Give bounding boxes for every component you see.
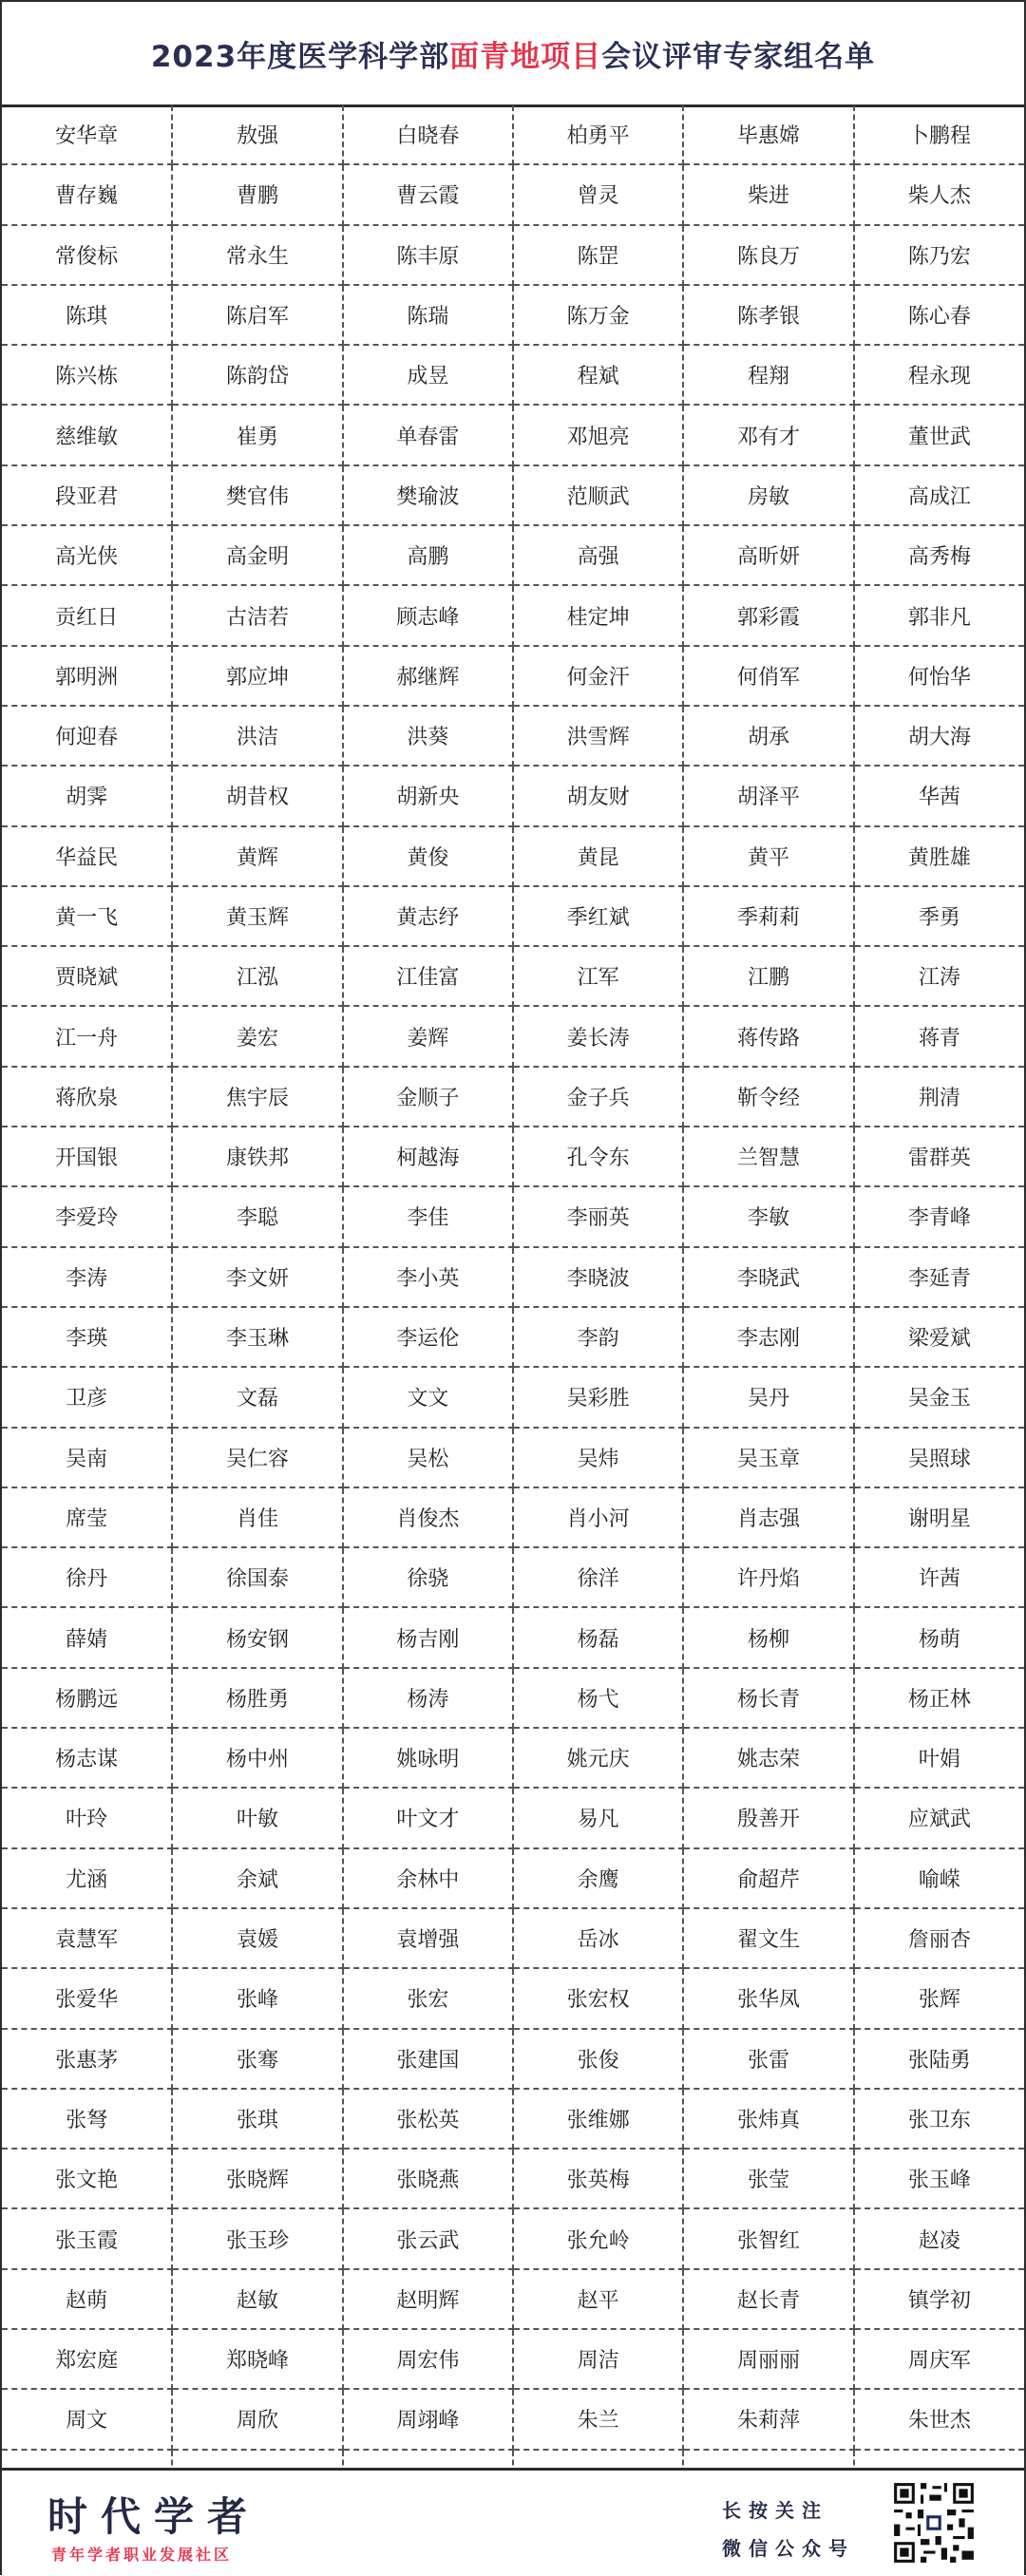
name-cell: 李瑛 <box>2 1307 172 1367</box>
name-cell: 杨吉刚 <box>343 1607 513 1667</box>
name-cell: 曹云霞 <box>343 164 513 224</box>
name-cell: 肖佳 <box>172 1487 342 1547</box>
name-cell: 杨长青 <box>683 1668 853 1728</box>
name-cell: 黄平 <box>683 826 853 886</box>
name-cell: 成昱 <box>343 345 513 405</box>
name-cell: 许茜 <box>854 1547 1024 1607</box>
name-cell: 陈兴栋 <box>2 345 172 405</box>
name-cell: 陈罡 <box>513 225 683 285</box>
title-prefix: 2023年度医学科学部 <box>150 39 450 74</box>
follow-line-1: 长按关注 <box>722 2499 828 2522</box>
name-cell: 李文妍 <box>172 1247 342 1307</box>
name-cell: 胡友财 <box>513 766 683 825</box>
name-cell: 何金汗 <box>513 646 683 706</box>
name-cell: 黄昆 <box>513 826 683 886</box>
name-cell: 易凡 <box>513 1788 683 1847</box>
name-cell: 江军 <box>513 946 683 1006</box>
table-row <box>2 2329 1024 2389</box>
name-cell: 杨正林 <box>854 1668 1024 1728</box>
name-cell: 翟文生 <box>683 1908 853 1968</box>
name-cell: 杨志谋 <box>2 1728 172 1788</box>
name-cell: 詹丽杏 <box>854 1908 1024 1968</box>
name-cell: 金子兵 <box>513 1067 683 1127</box>
name-cell: 程永现 <box>854 345 1024 405</box>
name-cell: 崔勇 <box>172 405 342 464</box>
title-highlight: 面青地项目 <box>449 39 602 74</box>
name-cell: 郭彩霞 <box>683 585 853 645</box>
name-cell: 樊瑜波 <box>343 465 513 525</box>
name-cell: 张玉珍 <box>172 2208 342 2268</box>
name-cell: 杨中州 <box>172 1728 342 1788</box>
name-cell: 何迎春 <box>2 706 172 766</box>
name-cell: 江泓 <box>172 946 342 1006</box>
table-row <box>2 706 1024 766</box>
name-cell: 程翔 <box>683 345 853 405</box>
page-title <box>2 2 1024 107</box>
name-cell: 余斌 <box>172 1848 342 1908</box>
name-cell: 洪葵 <box>343 706 513 766</box>
name-cell: 胡泽平 <box>683 766 853 825</box>
name-cell: 梁爱斌 <box>854 1307 1024 1367</box>
name-cell: 陈孝银 <box>683 285 853 345</box>
name-cell: 张俊 <box>513 2029 683 2089</box>
name-cell: 李韵 <box>513 1307 683 1367</box>
name-cell: 杨萌 <box>854 1607 1024 1667</box>
name-cell: 周欣 <box>172 2389 342 2449</box>
name-cell: 张峰 <box>172 1968 342 2028</box>
name-cell: 张允岭 <box>513 2208 683 2268</box>
name-cell: 古洁若 <box>172 585 342 645</box>
name-cell: 张晓燕 <box>343 2149 513 2208</box>
table-row <box>2 1607 1024 1667</box>
name-cell: 吴炜 <box>513 1428 683 1487</box>
name-cell: 柴人杰 <box>854 164 1024 224</box>
name-cell: 张宏权 <box>513 1968 683 2028</box>
name-cell: 余鹰 <box>513 1848 683 1908</box>
table-row <box>2 405 1024 464</box>
name-cell: 岳冰 <box>513 1908 683 1968</box>
table-row <box>2 465 1024 525</box>
name-cell: 殷善开 <box>683 1788 853 1847</box>
name-cell: 徐洋 <box>513 1547 683 1607</box>
name-cell: 何怡华 <box>854 646 1024 706</box>
name-cell: 胡新央 <box>343 766 513 825</box>
name-cell: 段亚君 <box>2 465 172 525</box>
name-cell: 杨柳 <box>683 1607 853 1667</box>
table-row <box>2 1547 1024 1607</box>
name-cell: 胡大海 <box>854 706 1024 766</box>
table-row <box>2 1247 1024 1307</box>
name-cell: 董世武 <box>854 405 1024 464</box>
name-cell: 吴松 <box>343 1428 513 1487</box>
table-row <box>2 1848 1024 1908</box>
name-cell: 高昕妍 <box>683 525 853 585</box>
name-cell: 李小英 <box>343 1247 513 1307</box>
name-cell: 张英梅 <box>513 2149 683 2208</box>
name-cell: 江佳富 <box>343 946 513 1006</box>
name-cell: 周丽丽 <box>683 2329 853 2389</box>
table-row <box>2 1186 1024 1246</box>
name-cell: 曹鹏 <box>172 164 342 224</box>
name-cell: 张松英 <box>343 2089 513 2149</box>
name-cell: 尤涵 <box>2 1848 172 1908</box>
table-row <box>2 826 1024 886</box>
name-cell: 安华章 <box>2 105 172 164</box>
name-cell: 李丽英 <box>513 1186 683 1246</box>
name-cell: 朱莉萍 <box>683 2389 853 2449</box>
table-row <box>2 1487 1024 1547</box>
name-cell: 邓旭亮 <box>513 405 683 464</box>
table-row <box>2 1728 1024 1788</box>
name-cell: 袁媛 <box>172 1908 342 1968</box>
name-cell: 黄俊 <box>343 826 513 886</box>
name-cell: 薛婧 <box>2 1607 172 1667</box>
name-cell: 洪雪辉 <box>513 706 683 766</box>
name-cell: 张骞 <box>172 2029 342 2089</box>
name-cell: 邓有才 <box>683 405 853 464</box>
name-cell: 陈丰原 <box>343 225 513 285</box>
table-row <box>2 2149 1024 2208</box>
name-cell: 张莹 <box>683 2149 853 2208</box>
name-cell: 镇学初 <box>854 2269 1024 2329</box>
name-cell: 张玉霞 <box>2 2208 172 2268</box>
name-cell: 房敏 <box>683 465 853 525</box>
table-row <box>2 946 1024 1006</box>
name-cell: 张陆勇 <box>854 2029 1024 2089</box>
name-cell: 徐丹 <box>2 1547 172 1607</box>
name-cell: 应斌武 <box>854 1788 1024 1847</box>
table-row <box>2 766 1024 825</box>
name-cell: 黄志纾 <box>343 886 513 946</box>
name-cell: 兰智慧 <box>683 1127 853 1186</box>
footer <box>2 2468 1024 2576</box>
name-cell: 赵萌 <box>2 2269 172 2329</box>
table-row <box>2 1968 1024 2028</box>
name-cell: 陈良万 <box>683 225 853 285</box>
name-cell: 卜鹏程 <box>854 105 1024 164</box>
name-cell: 江鹏 <box>683 946 853 1006</box>
name-cell: 曹存巍 <box>2 164 172 224</box>
name-cell: 张惠茅 <box>2 2029 172 2089</box>
brand-tagline: 青年学者职业发展社区 <box>51 2546 233 2564</box>
name-cell: 姜长涛 <box>513 1006 683 1066</box>
name-cell: 江一舟 <box>2 1006 172 1066</box>
name-cell: 周庆军 <box>854 2329 1024 2389</box>
name-cell: 张维娜 <box>513 2089 683 2149</box>
name-cell: 柯越海 <box>343 1127 513 1186</box>
name-cell: 陈韵岱 <box>172 345 342 405</box>
name-cell: 肖俊杰 <box>343 1487 513 1547</box>
name-cell: 毕惠嫦 <box>683 105 853 164</box>
name-cell: 张炜真 <box>683 2089 853 2149</box>
brand-logo-text: 时代学者 <box>48 2493 261 2540</box>
name-cell: 黄一飞 <box>2 886 172 946</box>
table-row <box>2 105 1024 164</box>
name-cell: 雷群英 <box>854 1127 1024 1186</box>
name-cell: 范顺武 <box>513 465 683 525</box>
name-cell: 赵平 <box>513 2269 683 2329</box>
name-cell: 姚志荣 <box>683 1728 853 1788</box>
table-row <box>2 345 1024 405</box>
name-cell: 程斌 <box>513 345 683 405</box>
table-row <box>2 1127 1024 1186</box>
name-cell: 朱兰 <box>513 2389 683 2449</box>
name-cell: 俞超芹 <box>683 1848 853 1908</box>
name-cell: 陈琪 <box>2 285 172 345</box>
name-cell: 吴丹 <box>683 1367 853 1427</box>
name-cell: 贾晓斌 <box>2 946 172 1006</box>
name-cell: 张辉 <box>854 1968 1024 2028</box>
name-cell: 顾志峰 <box>343 585 513 645</box>
name-cell: 何俏军 <box>683 646 853 706</box>
table-row <box>2 646 1024 706</box>
name-cell: 姜宏 <box>172 1006 342 1066</box>
name-cell: 靳令经 <box>683 1067 853 1127</box>
name-cell: 李佳 <box>343 1186 513 1246</box>
name-cell: 张华凤 <box>683 1968 853 2028</box>
name-cell: 杨弋 <box>513 1668 683 1728</box>
name-cell: 赵凌 <box>854 2208 1024 2268</box>
name-cell: 李晓波 <box>513 1247 683 1307</box>
name-cell: 黄玉辉 <box>172 886 342 946</box>
name-cell: 席莹 <box>2 1487 172 1547</box>
name-cell: 赵敏 <box>172 2269 342 2329</box>
name-cell: 郑晓峰 <box>172 2329 342 2389</box>
name-cell: 金顺子 <box>343 1067 513 1127</box>
name-cell: 高秀梅 <box>854 525 1024 585</box>
name-cell: 文文 <box>343 1367 513 1427</box>
name-cell: 喻嵘 <box>854 1848 1024 1908</box>
name-cell: 单春雷 <box>343 405 513 464</box>
name-cell: 袁慧军 <box>2 1908 172 1968</box>
name-cell: 李志刚 <box>683 1307 853 1367</box>
name-cell: 谢明星 <box>854 1487 1024 1547</box>
name-cell: 桂定坤 <box>513 585 683 645</box>
name-cell: 高鹏 <box>343 525 513 585</box>
qr-code-icon[interactable] <box>891 2480 977 2566</box>
name-cell: 张玉峰 <box>854 2149 1024 2208</box>
name-cell: 高金明 <box>172 525 342 585</box>
expert-name-table <box>2 105 1024 2510</box>
name-cell: 叶敏 <box>172 1788 342 1847</box>
name-cell: 李运伦 <box>343 1307 513 1367</box>
name-cell: 焦宇辰 <box>172 1067 342 1127</box>
name-cell: 叶娟 <box>854 1728 1024 1788</box>
name-cell: 胡承 <box>683 706 853 766</box>
name-cell: 张文艳 <box>2 2149 172 2208</box>
name-cell: 张云武 <box>343 2208 513 2268</box>
name-cell: 常俊标 <box>2 225 172 285</box>
name-cell: 张宏 <box>343 1968 513 2028</box>
name-cell: 华茜 <box>854 766 1024 825</box>
table-row <box>2 886 1024 946</box>
name-cell: 荆清 <box>854 1067 1024 1127</box>
name-table-body <box>2 105 1024 2510</box>
name-cell: 郭明洲 <box>2 646 172 706</box>
follow-prompt <box>722 2491 864 2567</box>
table-row <box>2 1367 1024 1427</box>
name-cell: 杨磊 <box>513 1607 683 1667</box>
name-cell: 华益民 <box>2 826 172 886</box>
name-cell: 赵长青 <box>683 2269 853 2329</box>
name-cell: 张弩 <box>2 2089 172 2149</box>
name-cell: 文磊 <box>172 1367 342 1427</box>
name-cell: 郑宏庭 <box>2 2329 172 2389</box>
name-cell: 姜辉 <box>343 1006 513 1066</box>
table-row <box>2 1428 1024 1487</box>
name-cell: 赵明辉 <box>343 2269 513 2329</box>
name-cell: 黄胜雄 <box>854 826 1024 886</box>
name-cell: 陈心春 <box>854 285 1024 345</box>
name-cell: 徐骁 <box>343 1547 513 1607</box>
name-cell: 吴南 <box>2 1428 172 1487</box>
name-cell: 卫彦 <box>2 1367 172 1427</box>
name-cell: 常永生 <box>172 225 342 285</box>
name-cell: 张智红 <box>683 2208 853 2268</box>
name-cell: 肖志强 <box>683 1487 853 1547</box>
name-cell: 李玉琳 <box>172 1307 342 1367</box>
table-row <box>2 2029 1024 2089</box>
name-cell: 洪洁 <box>172 706 342 766</box>
name-cell: 高成江 <box>854 465 1024 525</box>
name-cell: 季红斌 <box>513 886 683 946</box>
table-row <box>2 2208 1024 2268</box>
name-cell: 樊官伟 <box>172 465 342 525</box>
name-cell: 慈维敏 <box>2 405 172 464</box>
name-cell: 柏勇平 <box>513 105 683 164</box>
name-cell: 郭应坤 <box>172 646 342 706</box>
table-row <box>2 2089 1024 2149</box>
name-cell: 陈乃宏 <box>854 225 1024 285</box>
name-cell: 李晓武 <box>683 1247 853 1307</box>
name-cell: 叶玲 <box>2 1788 172 1847</box>
table-row <box>2 1668 1024 1728</box>
name-cell: 高强 <box>513 525 683 585</box>
title-suffix: 会议评审专家组名单 <box>601 39 876 74</box>
name-cell: 杨涛 <box>343 1668 513 1728</box>
name-cell: 李青峰 <box>854 1186 1024 1246</box>
name-cell: 徐国泰 <box>172 1547 342 1607</box>
name-cell: 吴彩胜 <box>513 1367 683 1427</box>
table-row <box>2 164 1024 224</box>
table-row <box>2 1067 1024 1127</box>
table-row <box>2 1908 1024 1968</box>
follow-line-2: 微信公众号 <box>722 2537 855 2560</box>
name-cell: 黄辉 <box>172 826 342 886</box>
name-cell: 肖小河 <box>513 1487 683 1547</box>
name-cell: 季勇 <box>854 886 1024 946</box>
name-cell: 陈瑞 <box>343 285 513 345</box>
name-cell: 曾灵 <box>513 164 683 224</box>
name-cell: 蒋传路 <box>683 1006 853 1066</box>
name-cell: 陈万金 <box>513 285 683 345</box>
name-cell: 吴仁容 <box>172 1428 342 1487</box>
name-cell: 郭非凡 <box>854 585 1024 645</box>
name-cell: 余林中 <box>343 1848 513 1908</box>
name-cell: 张建国 <box>343 2029 513 2089</box>
table-row <box>2 285 1024 345</box>
name-cell: 吴金玉 <box>854 1367 1024 1427</box>
name-cell: 康铁邦 <box>172 1127 342 1186</box>
name-cell: 李聪 <box>172 1186 342 1246</box>
name-cell: 贡红日 <box>2 585 172 645</box>
name-cell: 李爱玲 <box>2 1186 172 1246</box>
name-cell: 周洁 <box>513 2329 683 2389</box>
name-cell: 江涛 <box>854 946 1024 1006</box>
name-cell: 李涛 <box>2 1247 172 1307</box>
name-cell: 季莉莉 <box>683 886 853 946</box>
name-cell: 吴照球 <box>854 1428 1024 1487</box>
name-cell: 开国银 <box>2 1127 172 1186</box>
table-row <box>2 225 1024 285</box>
name-cell: 孔令东 <box>513 1127 683 1186</box>
name-cell: 张琪 <box>172 2089 342 2149</box>
name-cell: 姚元庆 <box>513 1728 683 1788</box>
name-cell: 李敏 <box>683 1186 853 1246</box>
name-cell: 张卫东 <box>854 2089 1024 2149</box>
name-cell: 胡霁 <box>2 766 172 825</box>
name-cell: 高光侠 <box>2 525 172 585</box>
name-cell: 胡昔权 <box>172 766 342 825</box>
table-row <box>2 2269 1024 2329</box>
name-cell: 吴玉章 <box>683 1428 853 1487</box>
name-cell: 李延青 <box>854 1247 1024 1307</box>
name-cell: 杨安钢 <box>172 1607 342 1667</box>
name-cell: 蒋欣泉 <box>2 1067 172 1127</box>
name-cell: 叶文才 <box>343 1788 513 1847</box>
table-row <box>2 1307 1024 1367</box>
table-row <box>2 585 1024 645</box>
table-row <box>2 525 1024 585</box>
name-cell: 白晓春 <box>343 105 513 164</box>
table-row <box>2 1006 1024 1066</box>
name-cell: 周翊峰 <box>343 2389 513 2449</box>
table-row <box>2 1788 1024 1847</box>
name-cell: 杨鹏远 <box>2 1668 172 1728</box>
table-row <box>2 2389 1024 2449</box>
name-cell: 朱世杰 <box>854 2389 1024 2449</box>
name-cell: 张爱华 <box>2 1968 172 2028</box>
name-cell: 许丹焰 <box>683 1547 853 1607</box>
name-cell: 陈启军 <box>172 285 342 345</box>
name-cell: 柴进 <box>683 164 853 224</box>
name-cell: 周宏伟 <box>343 2329 513 2389</box>
name-cell: 杨胜勇 <box>172 1668 342 1728</box>
name-cell: 郝继辉 <box>343 646 513 706</box>
name-cell: 张雷 <box>683 2029 853 2089</box>
name-cell: 周文 <box>2 2389 172 2449</box>
name-cell: 张晓辉 <box>172 2149 342 2208</box>
name-cell: 姚咏明 <box>343 1728 513 1788</box>
name-cell: 敖强 <box>172 105 342 164</box>
name-cell: 蒋青 <box>854 1006 1024 1066</box>
name-cell: 袁增强 <box>343 1908 513 1968</box>
